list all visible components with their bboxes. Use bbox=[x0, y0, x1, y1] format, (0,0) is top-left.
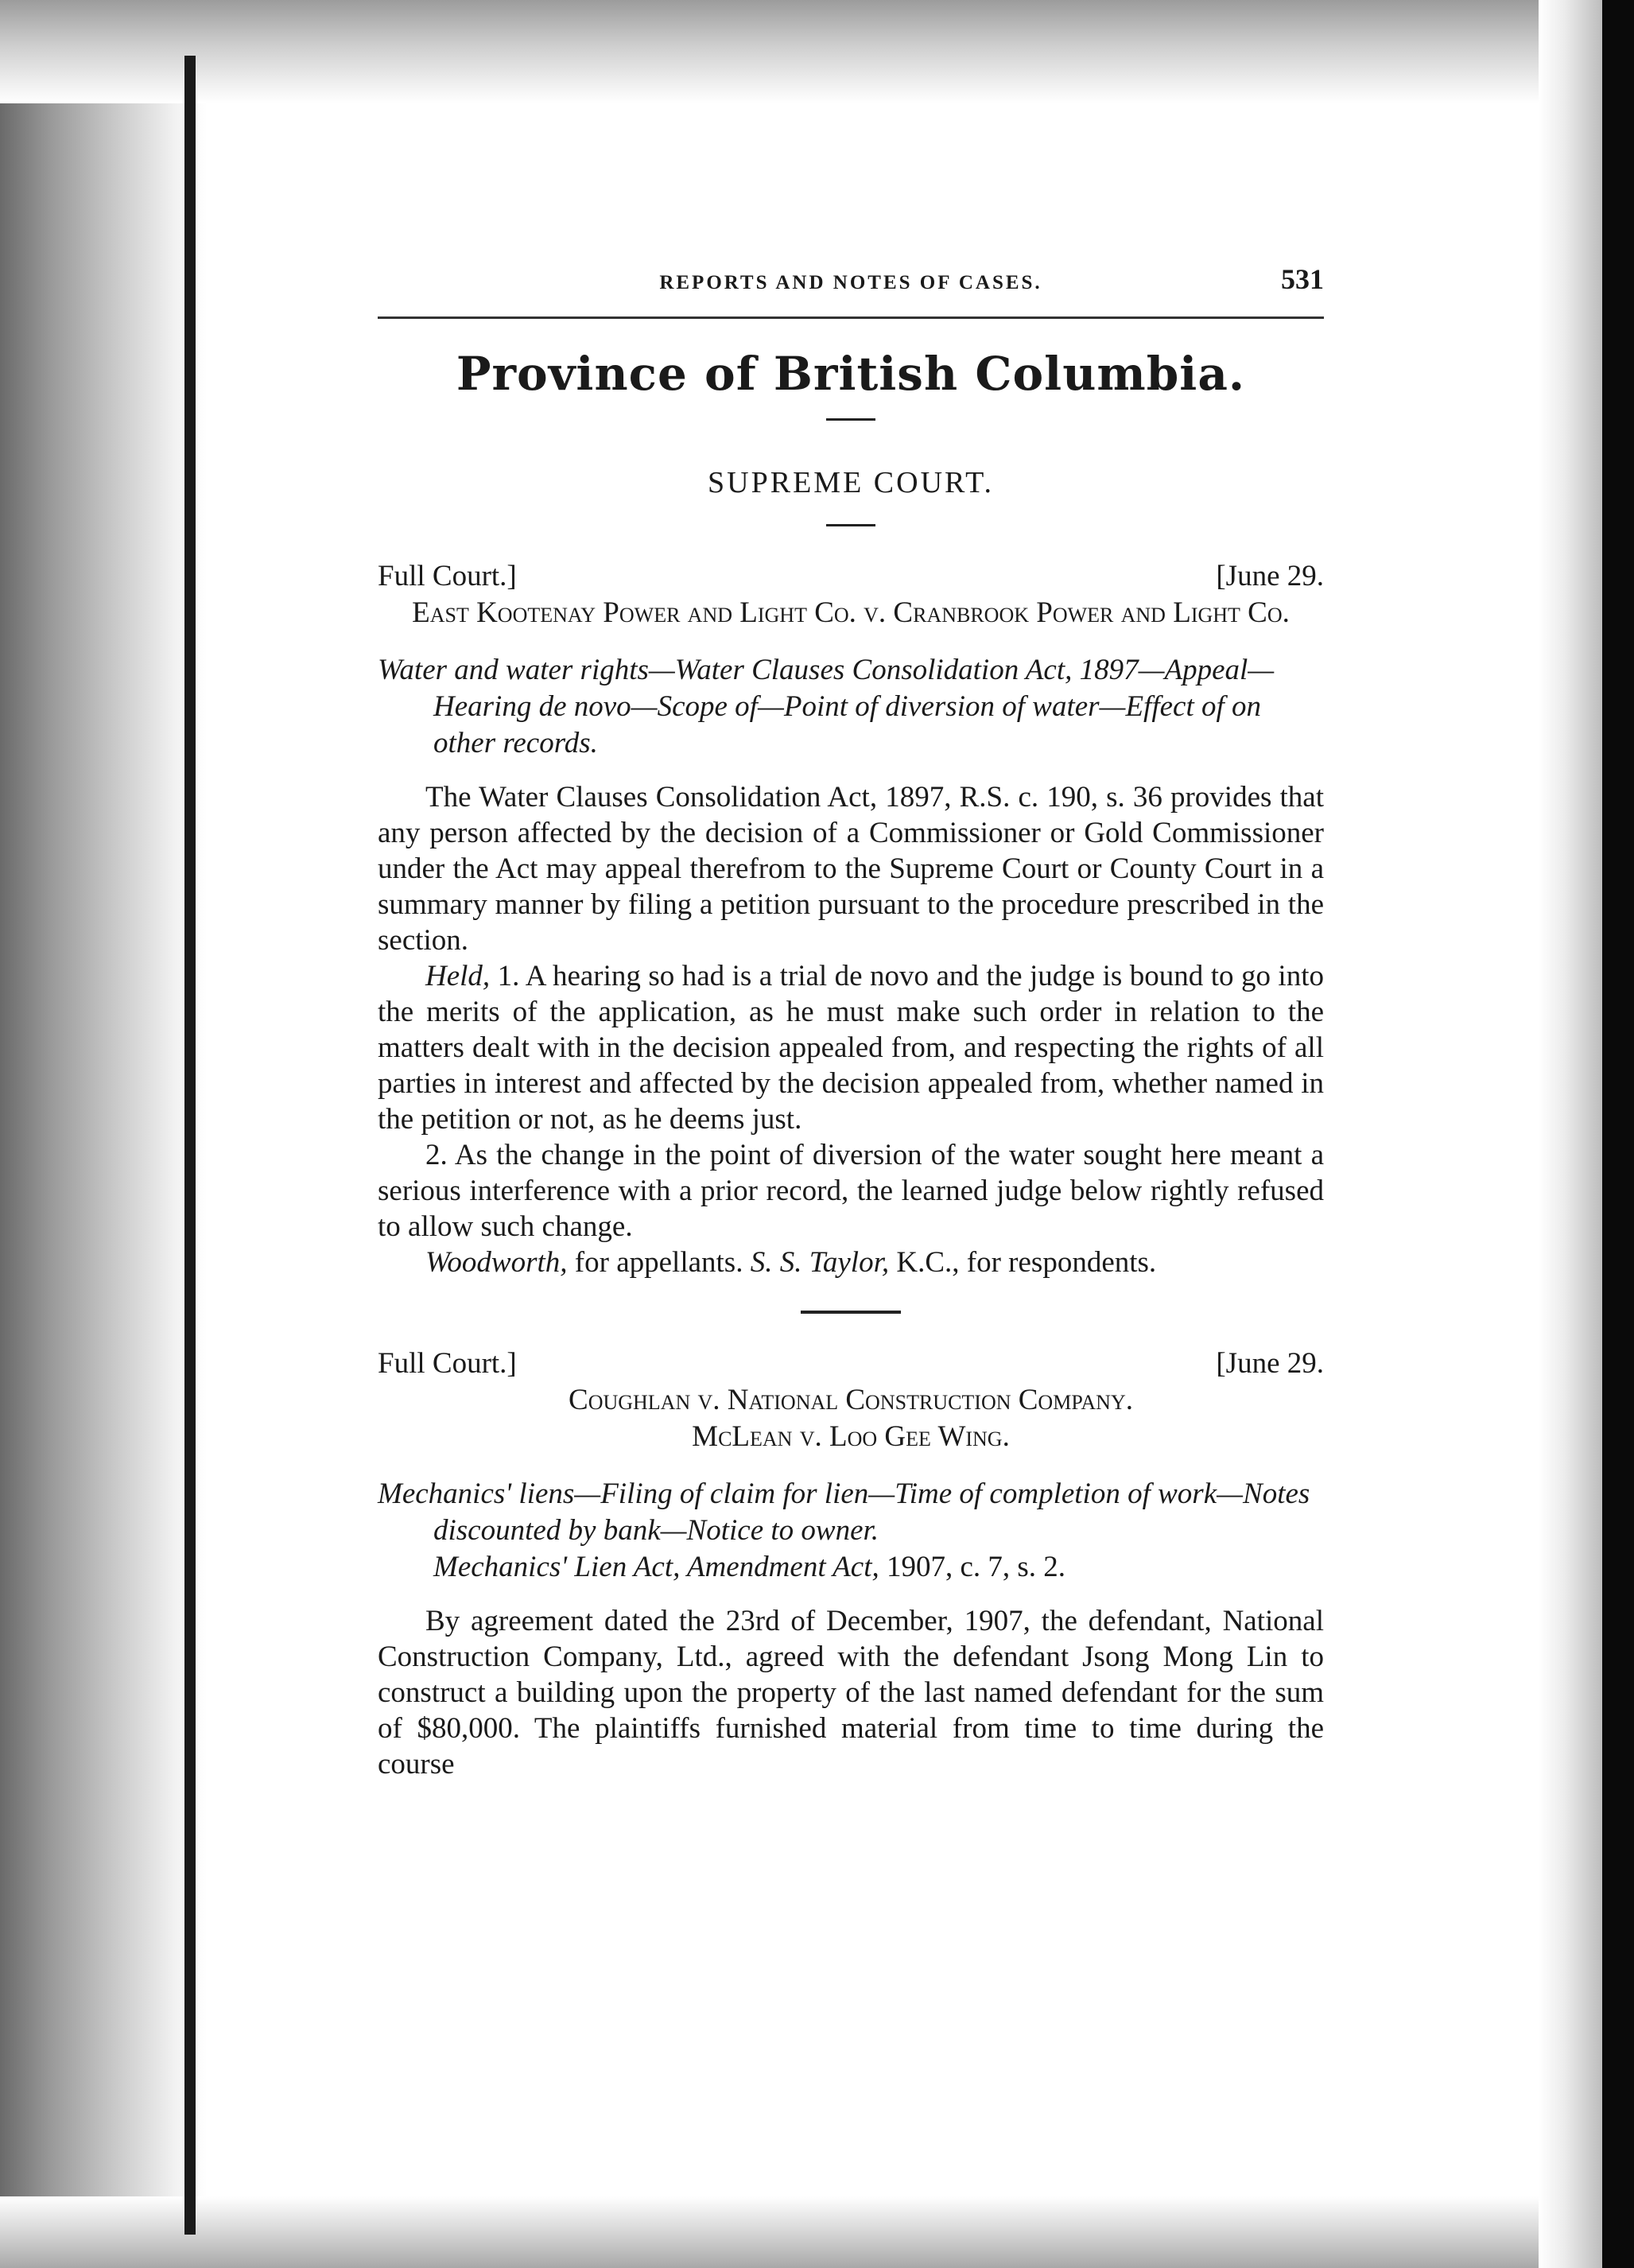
province-title: Province of British Columbia. bbox=[456, 347, 1246, 401]
counsel-paragraph bbox=[378, 1245, 1324, 1280]
headnote-act-citation: 1907, c. 7, s. 2. bbox=[879, 1551, 1066, 1583]
held-text: 1. A hearing so had is a trial de novo and the judge is bound to go into the merits of the application, as he must make such order in relation to the matters dealt with in the decision appealed from, and respecting the rights of all parties in interest and affected by the decision appealed from, whether named in the petition or not, as he deems just. bbox=[378, 960, 1324, 1136]
held-paragraph bbox=[378, 958, 1324, 1137]
case-date: [June 29. bbox=[1216, 560, 1324, 592]
case-body bbox=[378, 1603, 1324, 1782]
case-court: Full Court.] bbox=[378, 560, 517, 592]
header-rule bbox=[378, 317, 1324, 319]
case-coughlan bbox=[378, 1346, 1324, 1782]
scan-shadow-left bbox=[0, 0, 207, 2268]
headnote-line-1: Mechanics' liens—Filing of claim for lien—Time of completion of work—Notes discounted by bank—Notice to owner. bbox=[378, 1478, 1310, 1547]
scan-shadow-bottom bbox=[0, 2196, 1634, 2268]
case-paragraph: By agreement dated the 23rd of December, 1907, the defendant, National Construction Company, Ltd., agreed with the defendant Jsong Mong Lin to construct a building upon the property of the last named defendant for the sum of $80,000. The plaintiffs furnished material from time to time during the course bbox=[378, 1605, 1324, 1781]
running-head bbox=[378, 262, 1324, 310]
case-court-line bbox=[378, 1346, 1324, 1382]
case-headnote: Water and water rights—Water Clauses Consolidation Act, 1897—Appeal—Hearing de novo—Scope of—Point of diversion of water—Effect of on other records. bbox=[378, 654, 1275, 759]
binding-edge bbox=[184, 56, 196, 2235]
headnote-act: Mechanics' Lien Act, Amendment Act, bbox=[433, 1551, 879, 1583]
headnote-line-2 bbox=[433, 1549, 1324, 1586]
case-paragraph: The Water Clauses Consolidation Act, 1897, R.S. c. 190, s. 36 provides that any person affected by the decision of a Commissioner or Gold Commissioner under the Act may appeal therefrom to the Supreme Court or County Court in a summary manner by filing a petition pursuant to the procedure prescribed in the section. bbox=[378, 781, 1324, 957]
page-content bbox=[378, 262, 1324, 1782]
case-court-line bbox=[378, 558, 1324, 595]
case-parties: East Kootenay Power and Light Co. v. Cranbrook Power and Light Co. bbox=[412, 596, 1290, 629]
page-number: 531 bbox=[1281, 263, 1324, 295]
case-court: Full Court.] bbox=[378, 1347, 517, 1380]
scan-border-right bbox=[1602, 0, 1634, 2268]
counsel-respondent-role: K.C., for respondents. bbox=[889, 1246, 1157, 1279]
counsel-respondent: S. S. Taylor, bbox=[750, 1246, 890, 1279]
counsel-appellant-role: for appellants. bbox=[567, 1246, 751, 1279]
counsel-appellant: Woodworth, bbox=[425, 1246, 568, 1279]
case-parties-line-1: Coughlan v. National Construction Company. bbox=[569, 1384, 1133, 1416]
case-date: [June 29. bbox=[1216, 1347, 1324, 1380]
court-heading: SUPREME COURT. bbox=[708, 466, 994, 499]
case-parties-line-2: McLean v. Loo Gee Wing. bbox=[692, 1420, 1010, 1453]
case-east-kootenay bbox=[378, 558, 1324, 1280]
scan-shadow-top bbox=[0, 0, 1634, 103]
case-headnote bbox=[378, 1476, 1324, 1586]
held-paragraph-2: 2. As the change in the point of diversion of the water sought here meant a serious interference with a prior record, the learned judge below rightly refused to allow such change. bbox=[378, 1139, 1324, 1243]
title-divider bbox=[826, 418, 875, 421]
held-label: Held, bbox=[425, 960, 491, 992]
case-body bbox=[378, 779, 1324, 1280]
running-title: REPORTS AND NOTES OF CASES. bbox=[659, 272, 1042, 293]
case-divider bbox=[801, 1311, 901, 1314]
court-divider bbox=[826, 524, 875, 526]
scan-shadow-right bbox=[1539, 0, 1602, 2268]
